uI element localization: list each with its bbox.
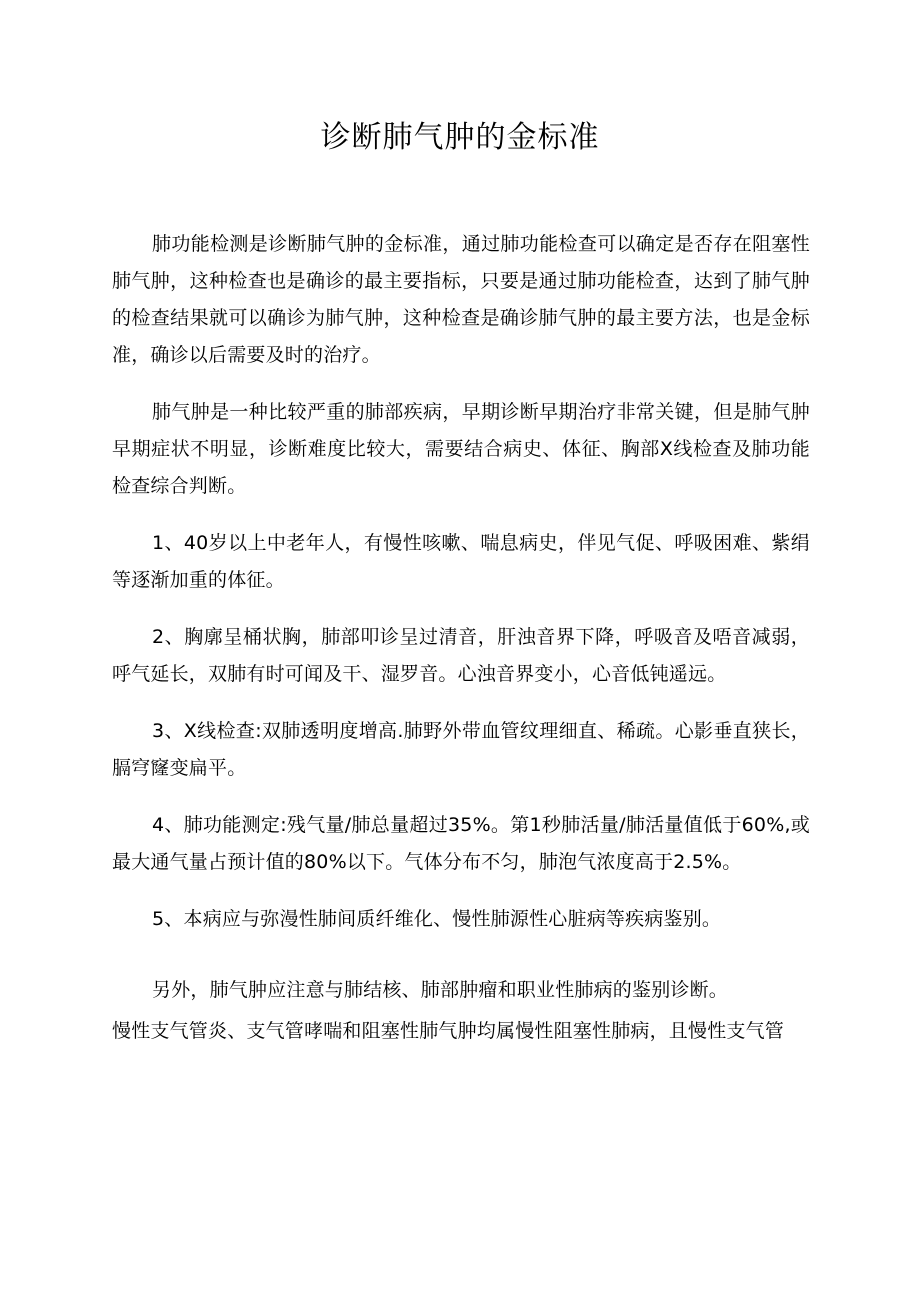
paragraph-copd: 慢性支气管炎、支气管哮喘和阻塞性肺气肿均属慢性阻塞性肺病，且慢性支气管 [112, 1020, 785, 1042]
document-body [112, 226, 810, 1050]
paragraph-criterion-4: 4、肺功能测定:残气量/肺总量超过35%。第1秒肺活量/肺活量值低于60%,或最大通气量占预计值的80%以下。气体分布不匀，肺泡气浓度高于2.5%。 [112, 814, 810, 873]
paragraph-criterion-5: 5、本病应与弥漫性肺间质纤维化、慢性肺源性心脏病等疾病鉴别。 [152, 908, 722, 930]
document-title: 诊断肺气肿的金标准 [320, 120, 600, 155]
paragraph-criterion-2: 2、胸廓呈桶状胸，肺部叩诊呈过清音，肝浊音界下降，呼吸音及唔音减弱，呼气延长，双肺有时可闻及干、湿罗音。心浊音界变小，心音低钝遥远。 [112, 626, 810, 685]
paragraph-criterion-1: 1、40岁以上中老年人，有慢性咳嗽、喘息病史，伴见气促、呼吸困难、紫绢等逐渐加重的体征。 [112, 532, 810, 591]
paragraph-criterion-3: 3、X线检查:双肺透明度增高.肺野外带血管纹理细直、稀疏。心影垂直狭长，膈穹窿变扁平。 [112, 720, 810, 779]
paragraph-early-diagnosis: 肺气肿是一种比较严重的肺部疾病，早期诊断早期治疗非常关键，但是肺气肿早期症状不明显，诊断难度比较大，需要结合病史、体征、胸部X线检查及肺功能检查综合判断。 [112, 401, 810, 497]
paragraph-intro: 肺功能检测是诊断肺气肿的金标准，通过肺功能检查可以确定是否存在阻塞性肺气肿，这种检查也是确诊的最主要指标，只要是通过肺功能检查，达到了肺气肿的检查结果就可以确诊为肺气肿，这种检查是确诊肺气肿的最主要方法，也是金标准，确诊以后需要及时的治疗。 [112, 233, 810, 366]
paragraph-differential: 另外，肺气肿应注意与肺结核、肺部肿瘤和职业性肺病的鉴别诊断。 [152, 979, 729, 1001]
